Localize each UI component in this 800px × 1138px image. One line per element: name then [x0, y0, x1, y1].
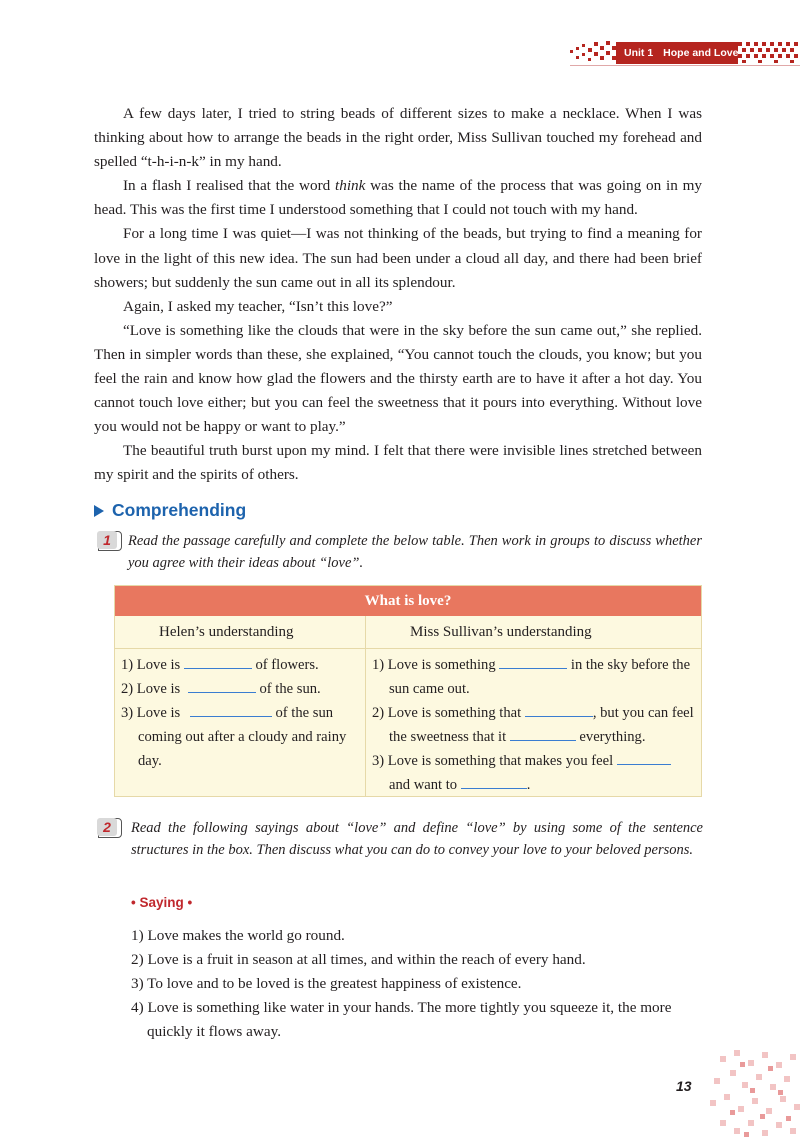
- paragraph-text: was the name of the process that was going on in my head. This was the first time I understood something that I could not touch with my hand.: [94, 177, 702, 219]
- table-item: [372, 749, 695, 797]
- task-number-badge: [98, 818, 122, 838]
- section-heading: [94, 500, 246, 521]
- paragraph: A few days later, I tried to string beads of different sizes to make a necklace. When I was thinking about how to arrange the beads in the right order, Miss Sullivan touched my forehead and spelled “t-h-i-n-k” in my hand.: [94, 105, 702, 171]
- answer-blank[interactable]: [510, 725, 576, 741]
- item-text: of the sun.: [255, 681, 321, 697]
- italic-word: think: [335, 177, 366, 195]
- item-text: 2) Love is: [121, 681, 184, 697]
- reading-passage: [94, 102, 702, 488]
- item-text: of the sun coming out after a cloudy and rainy day.: [138, 705, 347, 769]
- table-body: [115, 649, 701, 797]
- answer-blank[interactable]: [461, 773, 527, 789]
- item-text: , but you can feel the sweetness that it: [389, 705, 694, 745]
- answer-blank[interactable]: [190, 701, 272, 717]
- answer-blank[interactable]: [184, 653, 252, 669]
- unit-header-tab: [616, 42, 738, 64]
- paragraph: Again, I asked my teacher, “Isn’t this love?”: [123, 297, 393, 315]
- item-text: 3) Love is something that makes you feel: [372, 753, 617, 769]
- what-is-love-table: [114, 585, 702, 797]
- paragraph: “Love is something like the clouds that were in the sky before the sun came out,” she replied. Then in simpler words than these, she explained, “You cannot touch the clouds, you know; but you feel the rain and know how glad the flowers and the thirsty earth are to have it after a hot day. You cannot touch love either; but you can feel the sweetness that it pours into everything. Without love you would not be happy or want to play.”: [94, 321, 702, 436]
- unit-title: Hope and Love: [663, 47, 739, 59]
- header-pixel-pattern-right: [736, 38, 800, 64]
- table-item: [372, 701, 695, 749]
- paragraph-text: In a flash I realised that the word: [123, 177, 335, 195]
- table-item: [372, 653, 695, 701]
- helen-column: [115, 649, 366, 797]
- item-text: 1) Love is something: [372, 657, 500, 673]
- table-header-row: [115, 616, 701, 649]
- list-item: 4) Love is something like water in your hands. The more tightly you squeeze it, the more quickly it flows away.: [131, 999, 672, 1040]
- item-text: .: [526, 777, 531, 793]
- item-text: 1) Love is: [121, 657, 184, 673]
- header-rule: [570, 65, 800, 66]
- list-item: 3) To love and to be loved is the greatest happiness of existence.: [131, 975, 522, 992]
- paragraph: [94, 174, 702, 222]
- answer-blank[interactable]: [499, 653, 567, 669]
- task1-instruction: Read the passage carefully and complete the below table. Then work in groups to discuss whether you agree with their ideas about “love”.: [128, 533, 702, 571]
- sullivan-column: [366, 649, 701, 797]
- answer-blank[interactable]: [525, 701, 593, 717]
- item-text: and want to: [389, 777, 461, 793]
- unit-label: Unit 1: [624, 47, 654, 59]
- sayings-list: [131, 924, 703, 1044]
- column-header-sullivan: Miss Sullivan’s understanding: [410, 624, 592, 640]
- list-item: 1) Love makes the world go round.: [131, 927, 345, 944]
- triangle-bullet-icon: [94, 505, 104, 517]
- table-item: [121, 701, 357, 773]
- answer-blank[interactable]: [188, 677, 256, 693]
- item-text: of flowers.: [251, 657, 319, 673]
- task2-instruction: Read the following sayings about “love” and define “love” by using some of the sentence structures in the box. Then discuss what you can do to convey your love to your beloved persons.: [131, 820, 703, 858]
- section-title: Comprehending: [112, 500, 247, 520]
- page-number: 13: [676, 1078, 692, 1094]
- table-item: [121, 677, 357, 701]
- task-number: 2: [97, 818, 117, 836]
- paragraph: The beautiful truth burst upon my mind. I felt that there were invisible lines stretched between my spirit and the spirits of others.: [94, 442, 702, 484]
- table-title: What is love?: [115, 586, 701, 616]
- list-item: 2) Love is a fruit in season at all times, and within the reach of every hand.: [131, 951, 586, 968]
- answer-blank[interactable]: [617, 749, 671, 765]
- item-text: 3) Love is: [121, 705, 184, 721]
- paragraph: For a long time I was quiet—I was not thinking of the beads, but trying to find a meaning for love in the light of this new idea. The sun had been under a cloud all day, and there had been brief showers; but suddenly the sun came out in all its splendour.: [94, 225, 702, 291]
- item-text: everything.: [575, 729, 646, 745]
- table-item: [121, 653, 357, 677]
- footer-pixel-pattern: [690, 1048, 800, 1138]
- task-number-badge: [98, 531, 122, 551]
- item-text: in the sky before the sun came out.: [389, 657, 691, 697]
- column-header-helen: Helen’s understanding: [115, 616, 366, 648]
- task-number: 1: [97, 531, 117, 549]
- item-text: 2) Love is something that: [372, 705, 525, 721]
- saying-label: • Saying •: [131, 895, 193, 910]
